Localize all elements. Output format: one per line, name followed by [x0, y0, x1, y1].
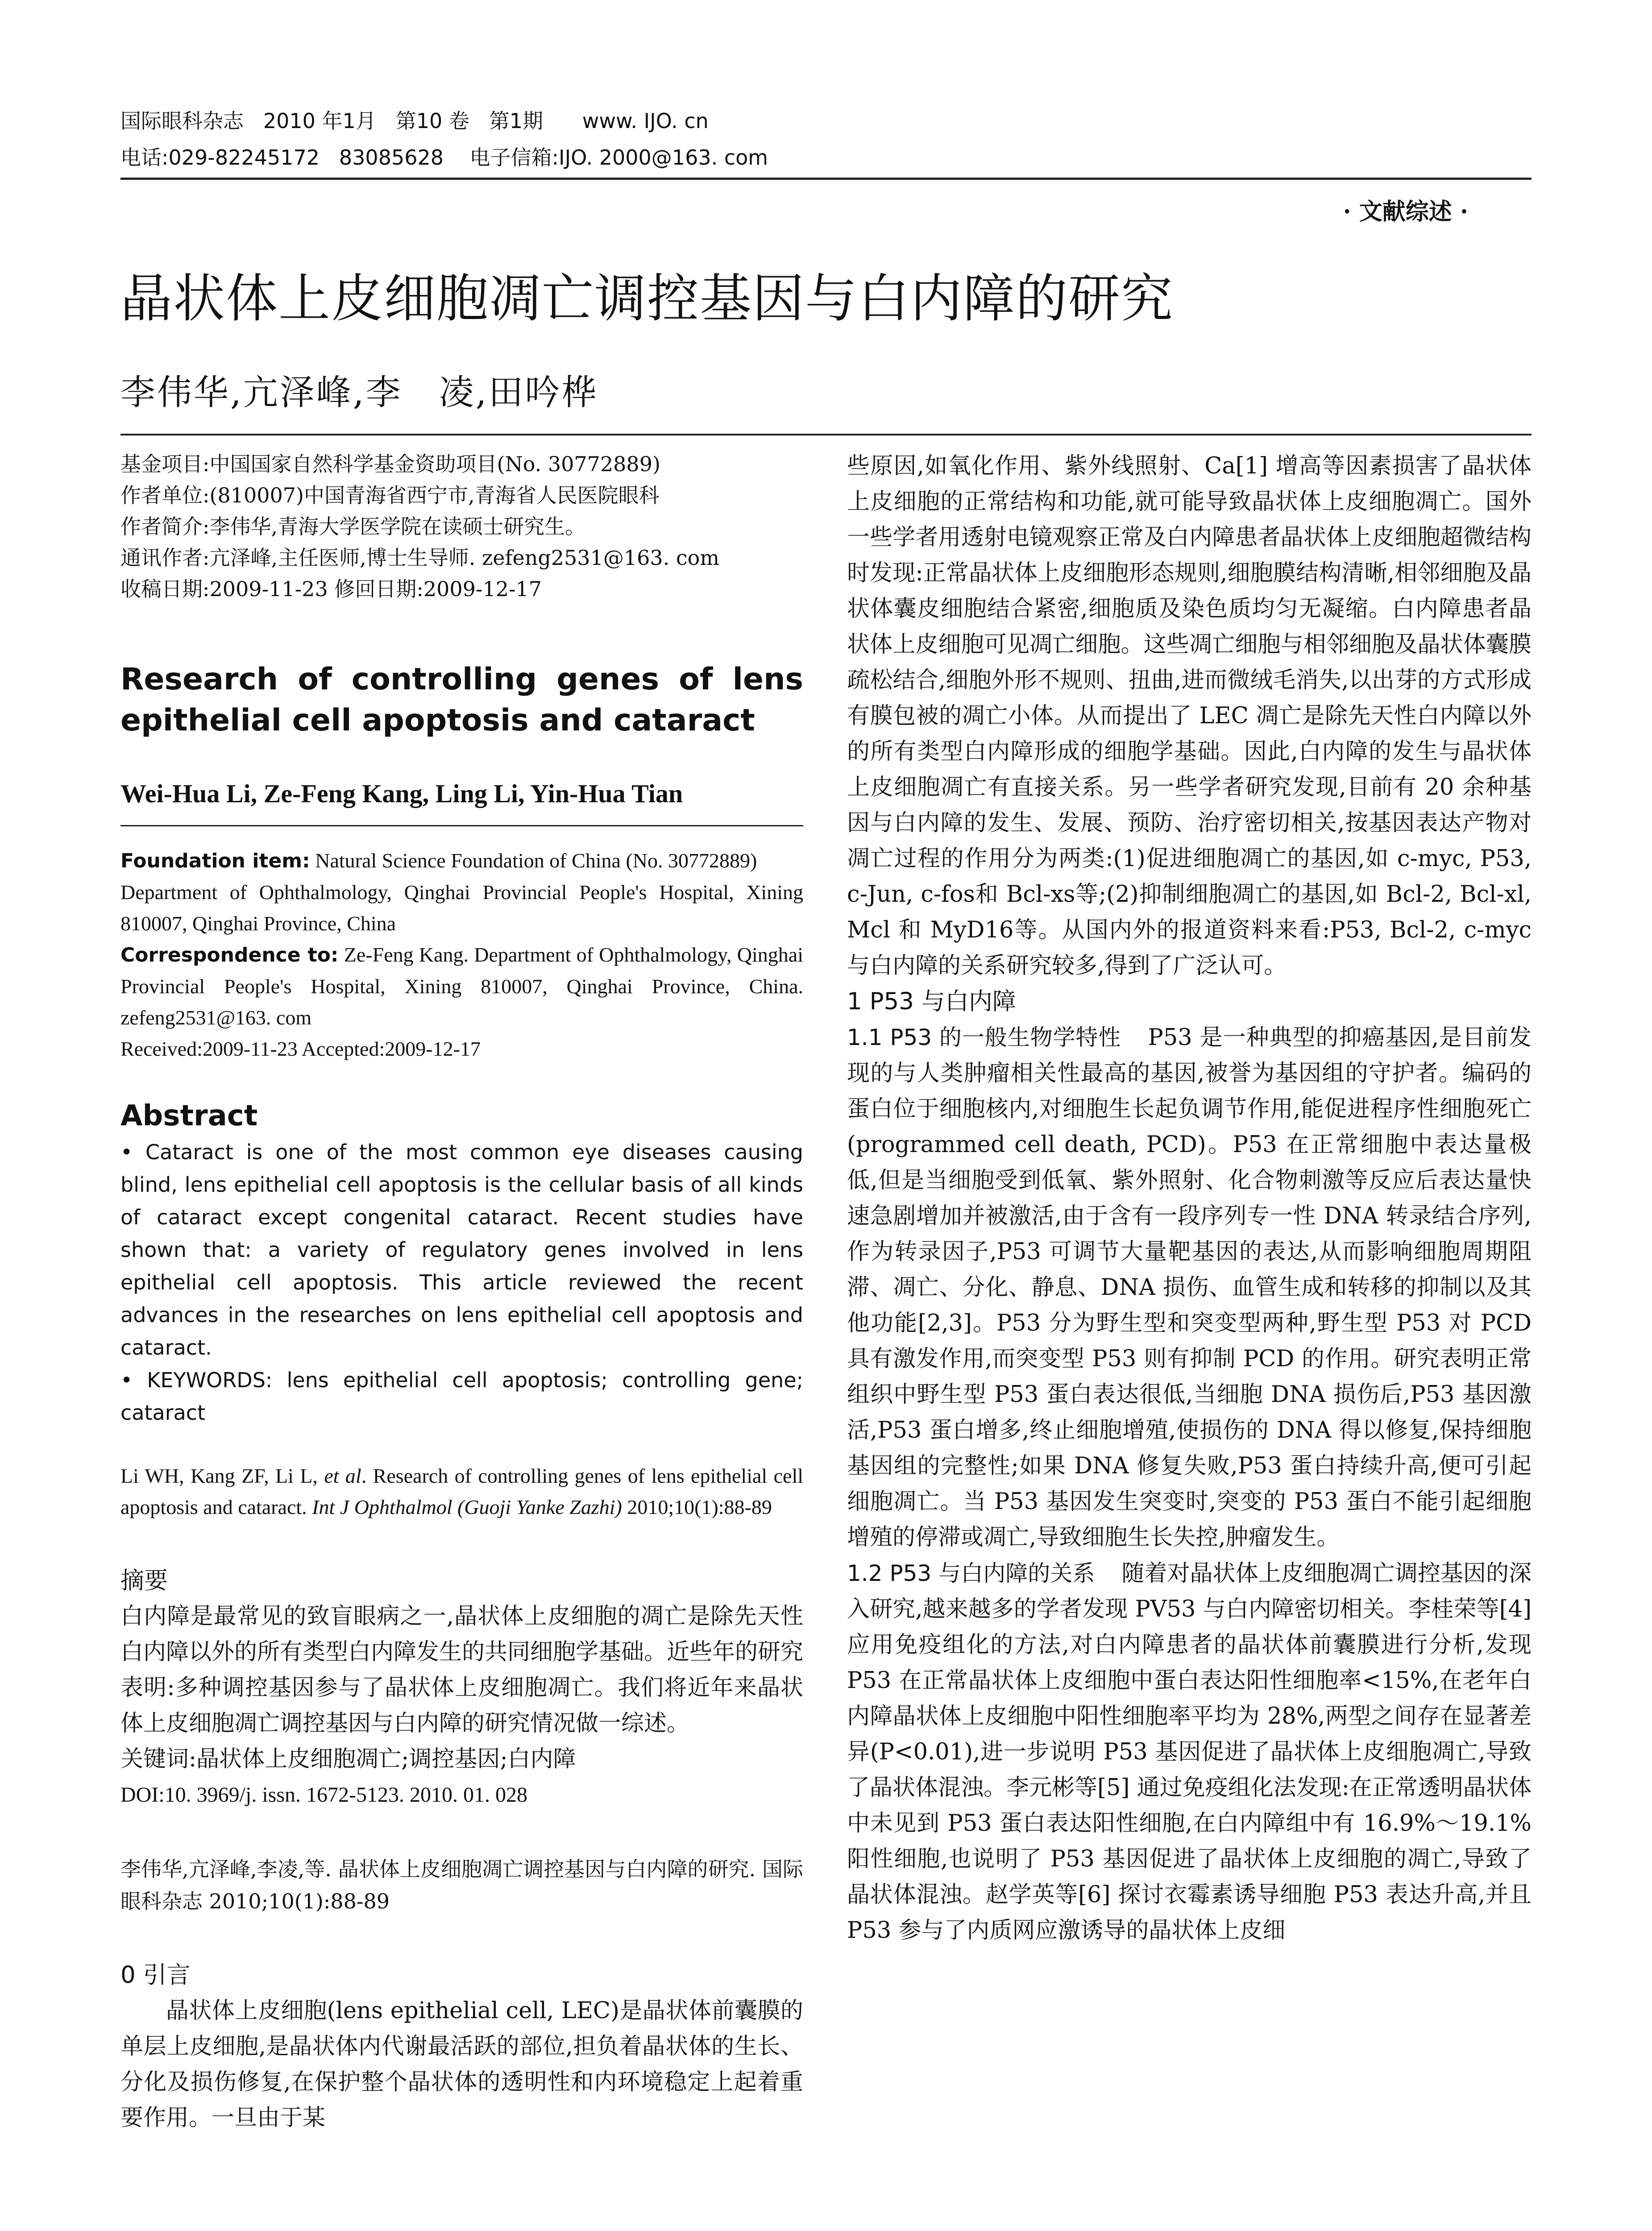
- meta-department-en: Department of Ophthalmology, Qinghai Provincial People's Hospital, Xining 810007, Qinghai Province, China: [120, 881, 803, 935]
- section-1-1-body: P53 是一种典型的抑癌基因,是目前发现的与人类肿瘤相关性最高的基因,被誉为基因组的守护者。编码的蛋白位于细胞核内,对细胞生长起负调节作用,能促进程序性细胞死亡(programmed cell death, PCD)。P53 在正常细胞中表达量极低,但是当细胞受到低氧、紫外照射、化合物刺激等反应后表达量快速急剧增加并被激活,由于含有一段序列专一性 DNA 转录结合序列,作为转录因子,P53 可调节大量靶基因的表达,从而影响细胞周期阻滞、凋亡、分化、静息、DNA 损伤、血管生成和转移的抑制以及其他功能[2,3]。P53 分为野生型和突变型两种,野生型 P53 对 PCD 具有激发作用,而突变型 P53 则有抑制 PCD 的作用。研究表明正常组织中野生型 P53 蛋白表达很低,当细胞 DNA 损伤后,P53 基因激活,P53 蛋白增多,终止细胞增殖,使损伤的 DNA 得以修复,保持细胞基因组的完整性;如果 DNA 修复失败,P53 蛋白持续升高,便可引起细胞凋亡。当 P53 基因发生突变时,突变的 P53 蛋白不能引起细胞增殖的停滞或凋亡,导致细胞生长失控,肿瘤发生。: [847, 1024, 1532, 1551]
- abstract-cn-heading: 摘要: [120, 1567, 168, 1594]
- section-1-1-heading: 1.1 P53 的一般生物学特性: [847, 1024, 1121, 1050]
- abstract-en-body: • Cataract is one of the most common eye diseases causing blind, lens epithelial cell apoptosis is the cellular basis of all kinds of cataract except congenital cataract. Recent studies have shown that: a variety of regulatory genes involved in lens epithelial cell apoptosis. This article reviewed the recent advances in the researches on lens epithelial cell apoptosis and cataract.: [120, 1140, 803, 1360]
- meta-en-block: [120, 845, 803, 1065]
- meta-author-intro-cn: 作者简介:李伟华,青海大学医学院在读硕士研究生。: [120, 514, 586, 539]
- intro-body: 晶状体上皮细胞(lens epithelial cell, LEC)是晶状体前囊膜的单层上皮细胞,是晶状体内代谢最活跃的部位,担负着晶状体的生长、分化及损伤修复,在保护整个晶状体的透明性和内环境稳定上起着重要作用。一旦由于某: [120, 1998, 803, 2131]
- section-1-2-body: 随着对晶状体上皮细胞凋亡调控基因的深入研究,越来越多的学者发现 PV53 与白内障密切相关。李桂荣等[4] 应用免疫组化的方法,对白内障患者的晶状体前囊膜进行分析,发现 P53 在正常晶状体上皮细胞中蛋白表达阳性细胞率<15%,在老年白内障晶状体上皮细胞中阳性细胞率平均为 28%,两型之间存在显著差异(P<0.01),进一步说明 P53 基因促进了晶状体上皮细胞凋亡,导致了晶状体混浊。李元彬等[5] 通过免疫组化法发现:在正常透明晶状体中未见到 P53 蛋白表达阳性细胞,在白内障组中有 16.9%～19.1% 阳性细胞,也说明了 P53 基因促进了晶状体上皮细胞的凋亡,导致了晶状体混浊。赵学英等[6] 探讨衣霉素诱导细胞 P53 表达升高,并且 P53 参与了内质网应激诱导的晶状体上皮细: [847, 1560, 1532, 1944]
- abstract-en-keywords: • KEYWORDS: lens epithelial cell apoptosis; controlling gene; cataract: [120, 1368, 803, 1425]
- left-column: [120, 448, 803, 2136]
- journal-contact-line: 电话:029-82245172 83085628 电子信箱:IJO. 2000@163. com: [120, 145, 768, 170]
- meta-received-en: Received:2009-11-23 Accepted:2009-12-17: [120, 1037, 481, 1060]
- abstract-cn-keywords: 关键词:晶状体上皮细胞凋亡;调控基因;白内障: [120, 1746, 576, 1772]
- meta-cn-block: [120, 448, 803, 605]
- authors-cn: 李伟华,亢泽峰,李 凌,田吟桦: [120, 373, 598, 413]
- doi: DOI:10. 3969/j. issn. 1672-5123. 2010. 01. 028: [120, 1783, 527, 1807]
- section-1-2: [847, 1555, 1532, 1949]
- citation-en-pre: Li WH, Kang ZF, Li L,: [120, 1464, 324, 1487]
- citation-en-journal: Int J Ophthalmol (Guoji Yanke Zazhi): [312, 1496, 622, 1518]
- correspondence-label: Correspondence to:: [120, 944, 339, 966]
- section-1-1: [847, 1020, 1532, 1555]
- meta-dates-cn: 收稿日期:2009-11-23 修回日期:2009-12-17: [120, 577, 542, 601]
- abstract-cn-body: 白内障是最常见的致盲眼病之一,晶状体上皮细胞的凋亡是除先天性白内障以外的所有类型白内障发生的共同细胞学基础。近些年的研究表明:多种调控基因参与了晶状体上皮细胞凋亡。我们将近年来晶状体上皮细胞凋亡调控基因与白内障的研究情况做一综述。: [120, 1603, 804, 1737]
- intro-continued: 些原因,如氧化作用、紫外线照射、Ca[1] 增高等因素损害了晶状体上皮细胞的正常结构和功能,就可能导致晶状体上皮细胞凋亡。国外一些学者用透射电镜观察正常及白内障患者晶状体上皮细胞超微结构时发现:正常晶状体上皮细胞形态规则,细胞膜结构清晰,相邻细胞及晶状体囊皮细胞结合紧密,细胞质及染色质均匀无凝缩。白内障患者晶状体上皮细胞可见凋亡细胞。这些凋亡细胞与相邻细胞及晶状体囊膜疏松结合,细胞外形不规则、扭曲,进而微绒毛消失,以出芽的方式形成有膜包被的凋亡小体。从而提出了 LEC 凋亡是除先天性白内障以外的所有类型白内障形成的细胞学基础。因此,白内障的发生与晶状体上皮细胞凋亡有直接关系。另一些学者研究发现,目前有 20 余种基因与白内障的发生、发展、预防、治疗密切相关,按基因表达产物对凋亡过程的作用分为两类:(1)促进细胞凋亡的基因,如 c-myc, P53, c-Jun, c-fos和 Bcl-xs等;(2)抑制细胞凋亡的基因,如 Bcl-2, Bcl-xl, Mcl 和 MyD16等。从国内外的报道资料来看:P53, Bcl-2, c-myc与白内障的关系研究较多,得到了广泛认可。: [847, 453, 1532, 979]
- header-rule: [120, 178, 1532, 180]
- section-tag: · 文献综述 ·: [1343, 198, 1468, 225]
- meta-foundation-en: [120, 845, 803, 877]
- intro-heading: 0 引言: [120, 1961, 191, 1989]
- foundation-text: Natural Science Foundation of China (No. 30772889): [310, 849, 757, 872]
- correspondence-text: Ze-Feng Kang. Department of Ophthalmology, Qinghai Provincial People's Hospital, Xining 810007, Qinghai Province, China. zefeng2531@163. com: [120, 943, 803, 1029]
- meta-correspondence-en: [120, 939, 803, 1033]
- citation-en: [120, 1460, 803, 1523]
- citation-en-mid: . Research of controlling genes of lens epithelial cell apoptosis and cataract.: [120, 1464, 804, 1518]
- paper-title-en: Research of controlling genes of lens epithelial cell apoptosis and cataract: [120, 662, 803, 738]
- authors-en-rule: [120, 825, 803, 826]
- meta-correspondence-cn: 通讯作者:亢泽峰,主任医师,博士生导师. zefeng2531@163. com: [120, 546, 719, 570]
- section-1-2-heading: 1.2 P53 与白内障的关系: [847, 1560, 1095, 1586]
- section-1-heading: 1 P53 与白内障: [847, 988, 1016, 1015]
- right-column: [847, 448, 1532, 1949]
- meta-affiliation-cn: 作者单位:(810007)中国青海省西宁市,青海省人民医院眼科: [120, 483, 660, 507]
- authors-en: Wei-Hua Li, Ze-Feng Kang, Ling Li, Yin-Hua Tian: [120, 779, 683, 808]
- title-rule: [120, 434, 1532, 435]
- abstract-en-heading: Abstract: [120, 1099, 258, 1132]
- citation-en-etal: et al: [324, 1464, 361, 1487]
- journal-header-line: 国际眼科杂志 2010 年1月 第10 卷 第1期 www. IJO. cn: [120, 109, 709, 133]
- paper-title-cn: 晶状体上皮细胞凋亡调控基因与白内障的研究: [120, 269, 1174, 329]
- citation-cn: 李伟华,亢泽峰,李凌,等. 晶状体上皮细胞凋亡调控基因与白内障的研究. 国际眼科杂志 2010;10(1):88-89: [120, 1857, 803, 1913]
- meta-foundation-cn: 基金项目:中国国家自然科学基金资助项目(No. 30772889): [120, 452, 660, 476]
- citation-en-post: 2010;10(1):88-89: [622, 1496, 772, 1518]
- foundation-label: Foundation item:: [120, 850, 310, 872]
